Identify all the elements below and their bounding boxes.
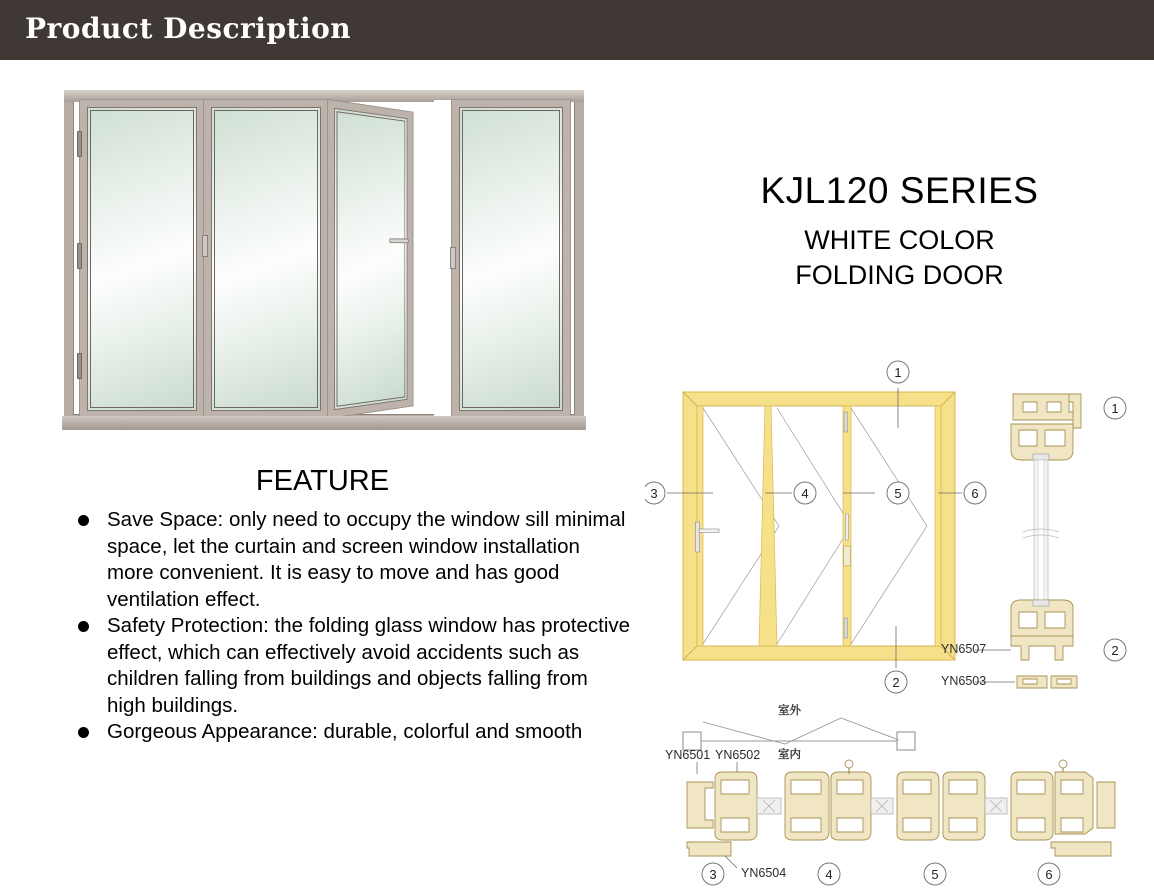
bullet-icon <box>78 621 89 632</box>
svg-text:2: 2 <box>1111 643 1119 658</box>
svg-text:5: 5 <box>894 486 902 501</box>
page-header-bar <box>0 0 1154 60</box>
feature-text: Gorgeous Appearance: durable, colorful and smooth <box>107 720 583 743</box>
feature-list <box>72 507 632 746</box>
list-item <box>72 507 632 613</box>
glass-pane <box>337 111 406 407</box>
series-type: FOLDING DOOR <box>795 260 1004 290</box>
page-title: Product Description <box>25 12 352 45</box>
indoor-label: 室内 <box>778 747 801 761</box>
vertical-section-view <box>975 394 1126 688</box>
glass-pane <box>214 110 318 408</box>
list-item <box>72 719 632 746</box>
feature-text: Save Space: only need to occupy the window sill minimal space, let the curtain and screen window installation more convenient. It is easy to move and has good ventilation effect. <box>107 508 626 611</box>
technical-drawing <box>645 350 1154 894</box>
svg-text:4: 4 <box>825 867 833 882</box>
svg-text:4: 4 <box>801 486 809 501</box>
door-handle-icon <box>389 238 409 243</box>
right-column <box>645 60 1154 894</box>
profile-code-label: YN6507 <box>941 642 987 656</box>
door-handle-plate <box>450 247 456 269</box>
left-column <box>0 60 645 894</box>
svg-text:3: 3 <box>650 486 658 501</box>
hinge-icon <box>77 243 82 269</box>
bullet-icon <box>78 727 89 738</box>
svg-text:1: 1 <box>894 365 902 380</box>
door-handle-plate <box>202 235 208 257</box>
profile-code-label: YN6501 <box>665 748 711 762</box>
feature-text: Safety Protection: the folding glass window has protective effect, which can effectively avoid accidents such as children falling from buildings and objects falling from high buildings. <box>107 614 631 717</box>
profile-code-label: YN6502 <box>715 748 761 762</box>
bullet-icon <box>78 515 89 526</box>
door-bottom-sill <box>62 416 586 430</box>
profile-code-label: YN6504 <box>741 866 787 880</box>
series-name: KJL120 SERIES <box>760 170 1039 211</box>
door-leaf-fixed <box>452 100 570 418</box>
outdoor-label: 室外 <box>778 703 801 717</box>
svg-text:5: 5 <box>931 867 939 882</box>
profile-code-label: YN6503 <box>941 674 987 688</box>
list-item <box>72 613 632 719</box>
horizontal-profile-row <box>687 760 1115 856</box>
elevation-view <box>645 361 986 693</box>
feature-heading: FEATURE <box>255 465 390 497</box>
hinge-icon <box>77 353 82 379</box>
door-leaf <box>204 100 328 418</box>
svg-text:3: 3 <box>709 867 717 882</box>
svg-text:6: 6 <box>971 486 979 501</box>
svg-text:2: 2 <box>892 675 900 690</box>
glass-pane <box>90 110 194 408</box>
product-photo <box>52 82 597 437</box>
glass-pane <box>462 110 560 408</box>
folding-door-illustration <box>52 82 597 437</box>
door-leaf <box>80 100 204 418</box>
svg-text:1: 1 <box>1111 401 1119 416</box>
series-color: WHITE COLOR <box>804 225 995 255</box>
svg-text:6: 6 <box>1045 867 1053 882</box>
hinge-icon <box>77 131 82 157</box>
door-leaf-folded <box>328 100 413 418</box>
